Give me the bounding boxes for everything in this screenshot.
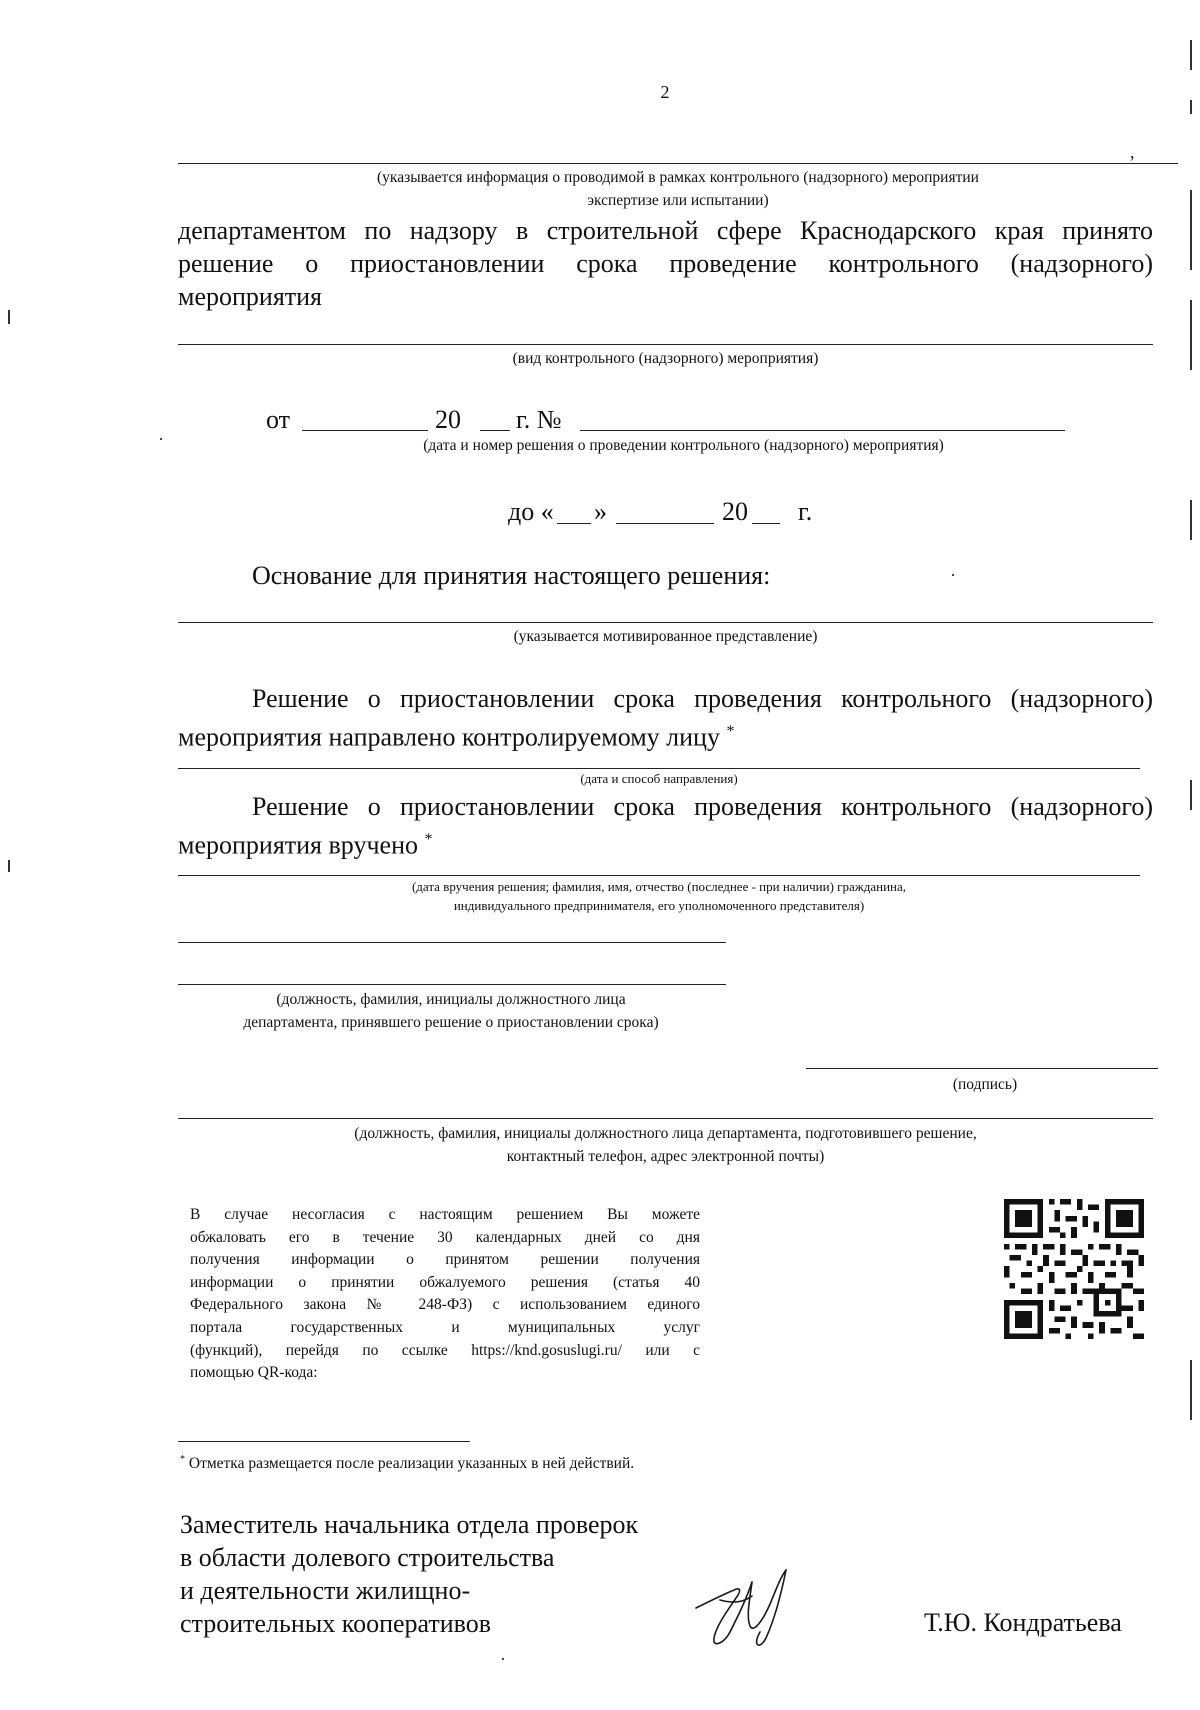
handed-line1: Решение о приостановлении срока проведения контрольного (надзорного) [252,792,1153,821]
until-g: г. [798,497,813,526]
caption-decision: (дата и номер решения о проведении контрольного (надзорного) мероприятия) [423,437,944,454]
appeal-line: Федерального закона № 248-ФЗ) с использованием единого [190,1296,700,1314]
blank-line-kind [178,344,1153,345]
scan-dot [502,1658,504,1660]
caption-sent: (дата и способ направления) [580,771,738,786]
sent-paragraph [178,682,1153,754]
main-paragraph [178,214,1153,313]
blank-line-motivated [178,622,1153,623]
caption-event-line2: экспертизе или испытании) [587,192,769,209]
signer-line: строительных кооперативов [180,1609,492,1638]
caption-handed-line2: индивидуального предпринимателя, его уполномоченного представителя) [453,898,865,913]
footnote-text: Отметка размещается после реализации указанных в ней действий. [188,1455,635,1473]
appeal-line: обжаловать его в течение 30 календарных дней со дня [190,1228,700,1246]
sent-star: * [726,723,735,740]
caption-event-line1: (указывается информация о проводимой в рамках контрольного (надзорного) мероприятии [377,169,979,186]
appeal-line: (функций), перейдя по ссылке https://knd.gosuslugi.ru/ или с [190,1341,700,1359]
blank-line-preparer [178,1118,1153,1119]
signer-name: Т.Ю. Кондратьева [924,1608,1122,1637]
signer-line: и деятельности жилищно- [180,1576,471,1605]
sent-line2: мероприятия направлено контролируемому лицу [178,722,720,752]
until-label: до « [508,497,554,526]
handed-line2: мероприятия вручено [178,830,418,860]
signer-line: в области долевого строительства [180,1543,555,1572]
scan-dot [160,438,162,440]
handed-line2-wrap [178,823,1153,862]
main-line3: мероприятия [178,282,323,311]
from-label: от [266,405,291,434]
blank-line-official-1 [178,942,726,943]
caption-signature: (подпись) [952,1076,1018,1093]
blank-line-official-2 [178,984,726,985]
handed-star: * [424,831,433,848]
main-line1: департаментом по надзору в строительной сфере Краснодарского края принято [178,216,1153,245]
caption-motivated: (указывается мотивированное представление) [513,628,818,645]
signer-line: Заместитель начальника отдела проверок [180,1510,639,1539]
year-number-label: г. № [516,405,562,434]
appeal-line: получения информации о принятом решении получения [190,1251,700,1269]
caption-event [178,166,1178,212]
caption-official-line2: департамента, принявшего решение о приостановлении срока) [243,1014,659,1031]
footnote-separator [178,1441,470,1442]
comma-mark: , [1130,142,1135,162]
scan-artifact [1190,190,1192,270]
caption-preparer [178,1122,1153,1168]
scan-artifact [1190,1360,1192,1420]
caption-handed-line1: (дата вручения решения; фамилия, имя, отчество (последнее - при наличии) гражданина, [411,879,907,894]
handed-paragraph [178,790,1153,862]
year-prefix: 20 [435,405,461,434]
sent-line2-wrap [178,715,1153,754]
blank-year-from [480,430,510,431]
until-year: 20 [722,497,748,526]
caption-preparer-line2: контактный телефон, адрес электронной почты) [506,1148,825,1165]
blank-until-day [557,523,591,524]
footnote-star: * [180,1454,185,1465]
scan-dot [952,574,954,576]
scan-artifact [8,310,10,324]
blank-date-from [302,430,428,431]
blank-line-handed [178,875,1140,876]
caption-official [176,988,726,1034]
footnote [180,1454,634,1473]
scan-artifact [1190,100,1192,114]
blank-number [580,430,1065,431]
blank-until-year [752,523,780,524]
main-line2: решение о приостановлении срока проведение контрольного (надзорного) [178,249,1153,278]
blank-line-signature [806,1068,1158,1069]
scan-artifact [1190,500,1192,540]
sent-line1: Решение о приостановлении срока проведения контрольного (надзорного) [252,684,1153,713]
basis-heading: Основание для принятия настоящего решения: [252,561,771,590]
caption-preparer-line1: (должность, фамилия, инициалы должностного лица департамента, подготовившего решение, [354,1125,977,1142]
blank-until-month [616,523,714,524]
scan-artifact [1190,40,1192,70]
appeal-line: информации о принятии обжалуемого решения (статья 40 [190,1273,700,1291]
signer-position [180,1508,638,1640]
caption-official-line1: (должность, фамилия, инициалы должностного лица [276,991,626,1008]
appeal-line: помощью QR-кода: [190,1364,318,1382]
page-number: 2 [660,82,670,102]
scan-artifact [8,860,10,872]
blank-line-event [178,163,1178,164]
scan-artifact [1190,300,1192,370]
qr-code-icon[interactable] [1004,1198,1144,1340]
handwritten-signature-icon [690,1560,810,1652]
scan-artifact [1190,780,1192,810]
appeal-line: В случае несогласия с настоящим решением Вы можете [190,1206,700,1223]
appeal-paragraph [190,1204,700,1385]
until-close: » [594,497,607,526]
caption-kind: (вид контрольного (надзорного) мероприятия) [512,350,819,367]
caption-handed [178,877,1140,915]
appeal-line: портала государственных и муниципальных услуг [190,1318,700,1336]
